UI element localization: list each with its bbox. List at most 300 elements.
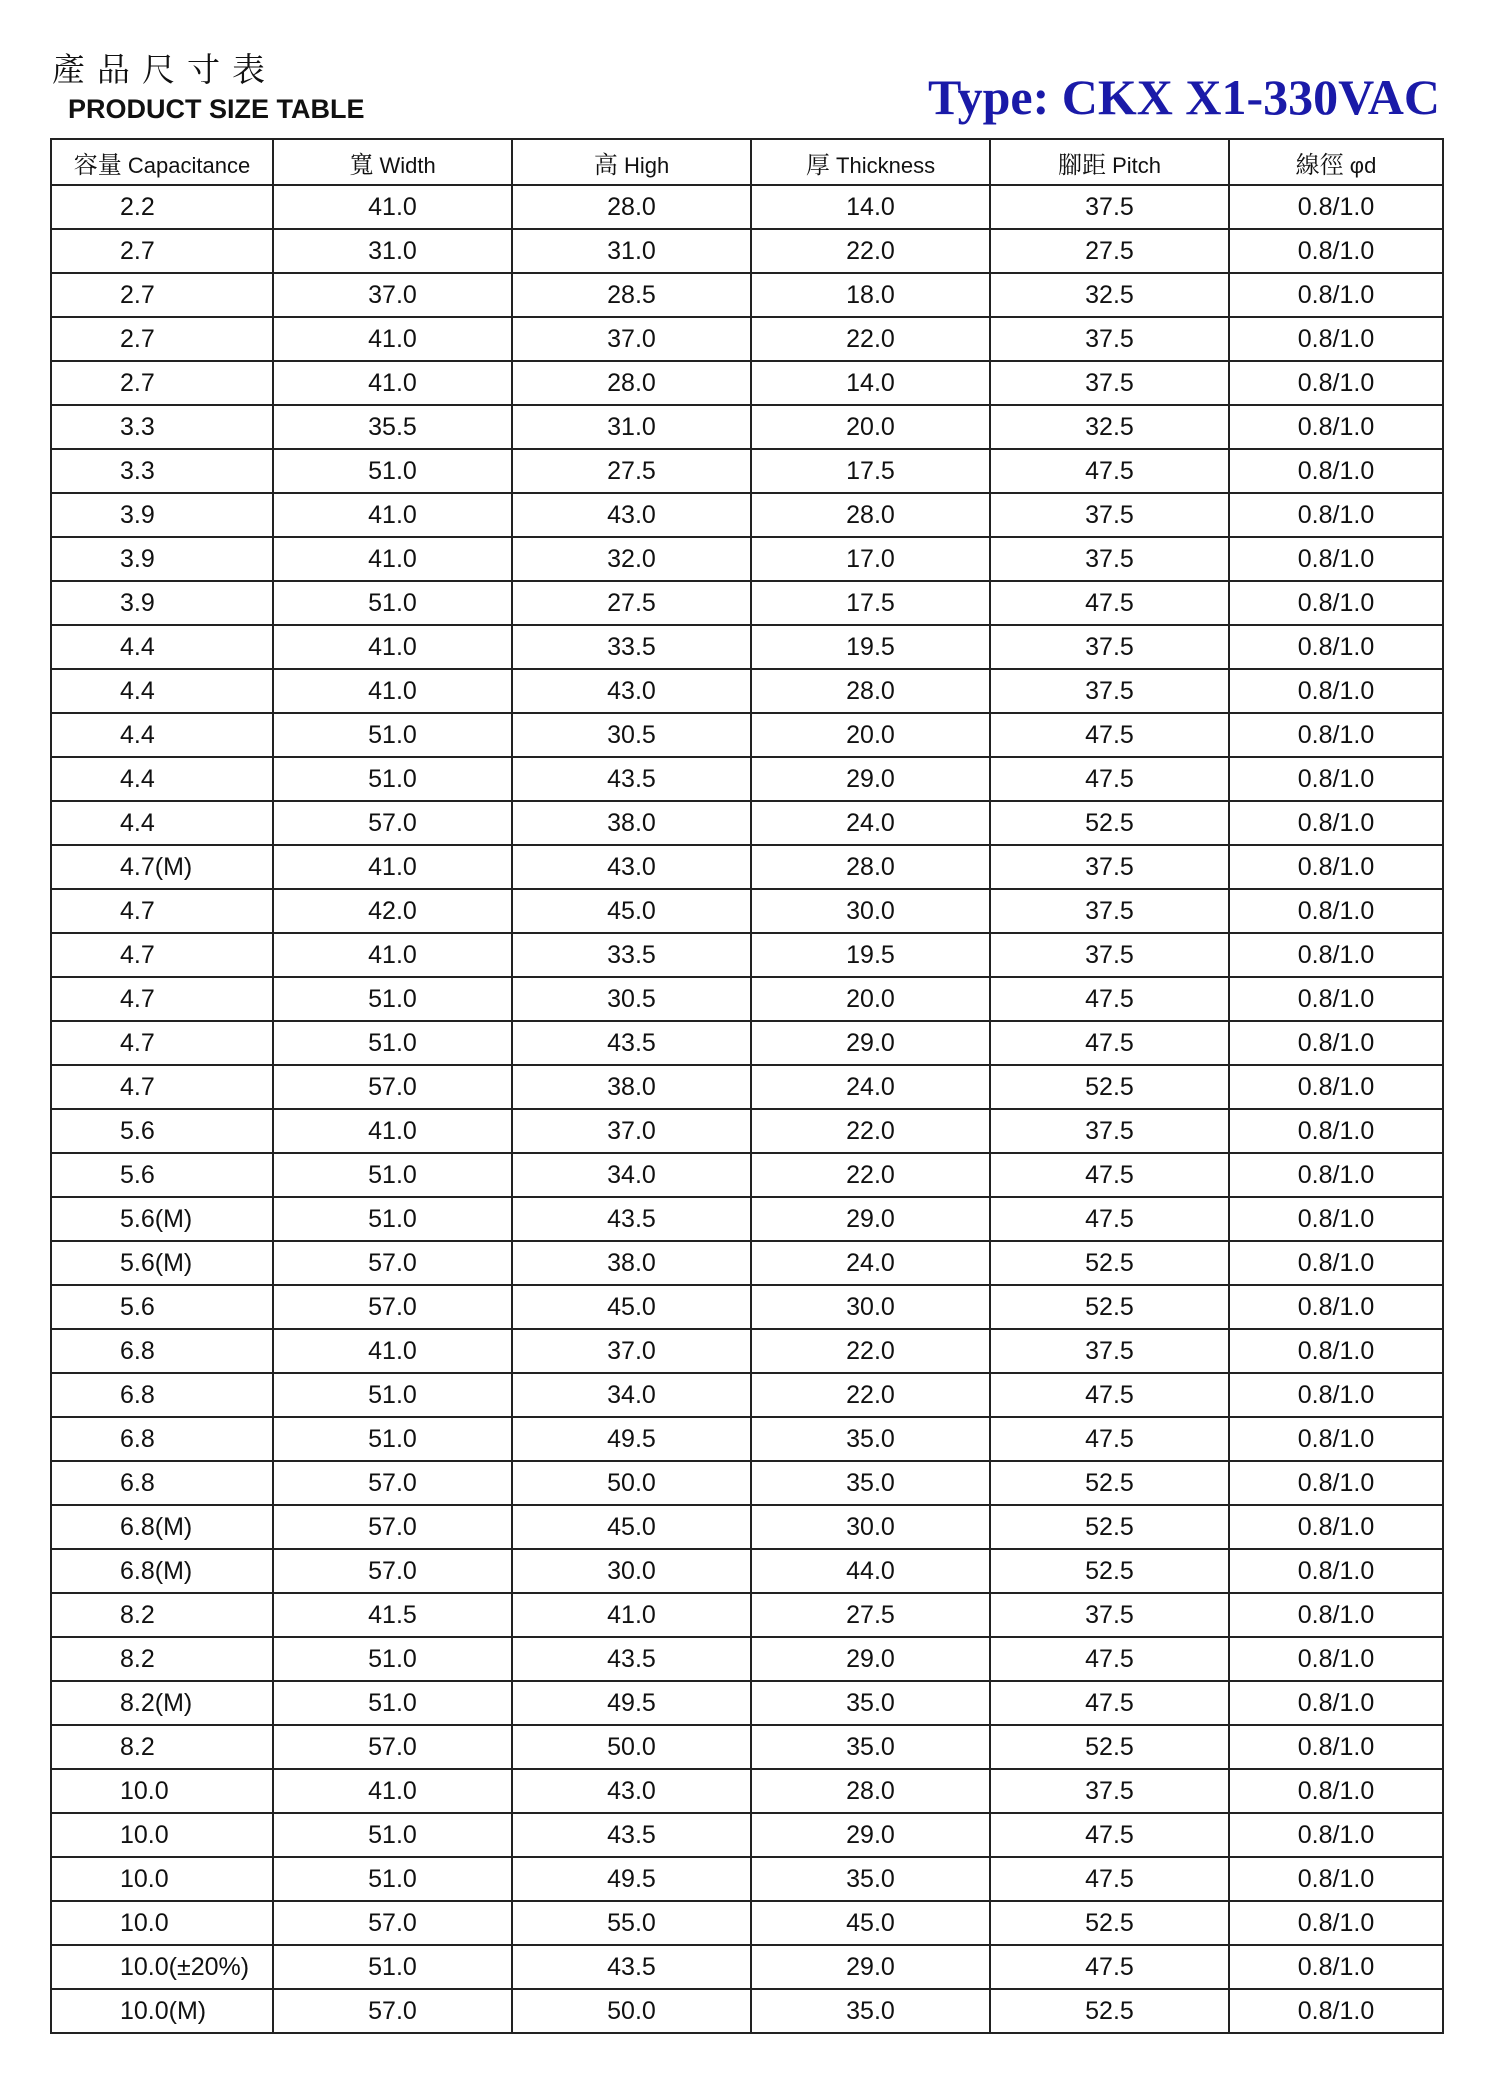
cell-pitch: 47.5	[990, 1857, 1229, 1901]
cell-wire-diameter: 0.8/1.0	[1229, 1593, 1443, 1637]
cell-pitch: 47.5	[990, 449, 1229, 493]
table-row	[51, 1593, 1443, 1637]
table-row	[51, 1109, 1443, 1153]
cell-capacitance: 3.9	[51, 581, 273, 625]
cell-pitch: 52.5	[990, 1065, 1229, 1109]
cell-pitch: 52.5	[990, 1241, 1229, 1285]
cell-capacitance: 10.0(±20%)	[51, 1945, 273, 1989]
cell-high: 43.5	[512, 1197, 751, 1241]
cell-pitch: 27.5	[990, 229, 1229, 273]
cell-pitch: 52.5	[990, 801, 1229, 845]
cell-width: 51.0	[273, 1813, 512, 1857]
table-row	[51, 1153, 1443, 1197]
cell-width: 41.0	[273, 669, 512, 713]
cell-high: 38.0	[512, 1065, 751, 1109]
cell-high: 43.0	[512, 1769, 751, 1813]
page-title-english: PRODUCT SIZE TABLE	[68, 94, 365, 124]
cell-thickness: 29.0	[751, 757, 990, 801]
table-row	[51, 1945, 1443, 1989]
table-row	[51, 273, 1443, 317]
cell-capacitance: 10.0	[51, 1857, 273, 1901]
cell-high: 43.5	[512, 1813, 751, 1857]
cell-capacitance: 8.2(M)	[51, 1681, 273, 1725]
cell-capacitance: 10.0(M)	[51, 1989, 273, 2033]
cell-capacitance: 4.7	[51, 1065, 273, 1109]
cell-width: 51.0	[273, 581, 512, 625]
cell-thickness: 28.0	[751, 1769, 990, 1813]
table-row	[51, 581, 1443, 625]
cell-pitch: 52.5	[990, 1989, 1229, 2033]
cell-high: 43.5	[512, 1021, 751, 1065]
cell-wire-diameter: 0.8/1.0	[1229, 1417, 1443, 1461]
cell-width: 41.0	[273, 185, 512, 229]
cell-pitch: 37.5	[990, 1769, 1229, 1813]
cell-width: 57.0	[273, 1241, 512, 1285]
cell-capacitance: 6.8(M)	[51, 1505, 273, 1549]
cell-high: 37.0	[512, 1329, 751, 1373]
cell-width: 51.0	[273, 757, 512, 801]
cell-wire-diameter: 0.8/1.0	[1229, 1813, 1443, 1857]
table-row	[51, 1461, 1443, 1505]
cell-capacitance: 2.7	[51, 229, 273, 273]
cell-high: 28.0	[512, 361, 751, 405]
cell-capacitance: 5.6	[51, 1153, 273, 1197]
column-header-capacitance: 容量 Capacitance	[51, 139, 273, 185]
cell-thickness: 17.5	[751, 581, 990, 625]
cell-width: 51.0	[273, 1373, 512, 1417]
cell-capacitance: 3.9	[51, 537, 273, 581]
cell-high: 43.0	[512, 845, 751, 889]
cell-pitch: 47.5	[990, 1021, 1229, 1065]
cell-capacitance: 4.7	[51, 977, 273, 1021]
cell-pitch: 47.5	[990, 1681, 1229, 1725]
product-type-label: Type: CKX X1-330VAC	[927, 69, 1440, 125]
table-row	[51, 713, 1443, 757]
cell-high: 37.0	[512, 317, 751, 361]
cell-width: 57.0	[273, 1989, 512, 2033]
cell-pitch: 37.5	[990, 493, 1229, 537]
table-header-row	[51, 139, 1443, 185]
table-row	[51, 1901, 1443, 1945]
cell-wire-diameter: 0.8/1.0	[1229, 1725, 1443, 1769]
cell-high: 33.5	[512, 625, 751, 669]
cell-capacitance: 2.7	[51, 273, 273, 317]
cell-width: 41.0	[273, 845, 512, 889]
table-row	[51, 1769, 1443, 1813]
cell-pitch: 52.5	[990, 1549, 1229, 1593]
column-header-pitch: 腳距 Pitch	[990, 139, 1229, 185]
cell-high: 49.5	[512, 1857, 751, 1901]
table-row	[51, 801, 1443, 845]
cell-thickness: 20.0	[751, 713, 990, 757]
cell-width: 57.0	[273, 801, 512, 845]
cell-high: 27.5	[512, 449, 751, 493]
cell-wire-diameter: 0.8/1.0	[1229, 1989, 1443, 2033]
cell-wire-diameter: 0.8/1.0	[1229, 845, 1443, 889]
cell-high: 30.5	[512, 713, 751, 757]
cell-capacitance: 4.7	[51, 933, 273, 977]
cell-width: 41.0	[273, 1769, 512, 1813]
table-row	[51, 229, 1443, 273]
cell-capacitance: 6.8(M)	[51, 1549, 273, 1593]
cell-width: 51.0	[273, 1637, 512, 1681]
cell-thickness: 29.0	[751, 1021, 990, 1065]
cell-pitch: 37.5	[990, 1593, 1229, 1637]
cell-pitch: 52.5	[990, 1285, 1229, 1329]
table-row	[51, 449, 1443, 493]
cell-pitch: 52.5	[990, 1725, 1229, 1769]
cell-pitch: 37.5	[990, 1329, 1229, 1373]
cell-capacitance: 8.2	[51, 1725, 273, 1769]
cell-wire-diameter: 0.8/1.0	[1229, 801, 1443, 845]
cell-width: 51.0	[273, 1153, 512, 1197]
cell-thickness: 20.0	[751, 405, 990, 449]
cell-width: 57.0	[273, 1549, 512, 1593]
table-row	[51, 361, 1443, 405]
cell-width: 41.0	[273, 493, 512, 537]
cell-width: 51.0	[273, 1021, 512, 1065]
cell-width: 41.0	[273, 1329, 512, 1373]
cell-high: 38.0	[512, 801, 751, 845]
cell-high: 31.0	[512, 405, 751, 449]
cell-thickness: 30.0	[751, 1285, 990, 1329]
cell-capacitance: 5.6	[51, 1109, 273, 1153]
cell-high: 32.0	[512, 537, 751, 581]
cell-thickness: 28.0	[751, 845, 990, 889]
cell-high: 50.0	[512, 1989, 751, 2033]
column-header-wire-diameter: 線徑 φd	[1229, 139, 1443, 185]
cell-high: 37.0	[512, 1109, 751, 1153]
cell-wire-diameter: 0.8/1.0	[1229, 1065, 1443, 1109]
cell-high: 45.0	[512, 1505, 751, 1549]
cell-capacitance: 6.8	[51, 1373, 273, 1417]
cell-pitch: 47.5	[990, 1153, 1229, 1197]
cell-high: 43.0	[512, 669, 751, 713]
cell-pitch: 37.5	[990, 625, 1229, 669]
cell-width: 57.0	[273, 1901, 512, 1945]
cell-thickness: 22.0	[751, 1329, 990, 1373]
product-size-table	[50, 138, 1444, 2034]
table-row	[51, 757, 1443, 801]
cell-pitch: 37.5	[990, 845, 1229, 889]
cell-capacitance: 4.7	[51, 889, 273, 933]
cell-width: 57.0	[273, 1725, 512, 1769]
cell-wire-diameter: 0.8/1.0	[1229, 317, 1443, 361]
cell-width: 51.0	[273, 1945, 512, 1989]
cell-high: 34.0	[512, 1153, 751, 1197]
table-row	[51, 933, 1443, 977]
cell-width: 57.0	[273, 1065, 512, 1109]
cell-width: 51.0	[273, 1857, 512, 1901]
cell-wire-diameter: 0.8/1.0	[1229, 537, 1443, 581]
cell-thickness: 22.0	[751, 229, 990, 273]
table-row	[51, 1329, 1443, 1373]
cell-width: 51.0	[273, 1197, 512, 1241]
table-row	[51, 845, 1443, 889]
cell-thickness: 29.0	[751, 1637, 990, 1681]
cell-capacitance: 6.8	[51, 1417, 273, 1461]
table-row	[51, 493, 1443, 537]
cell-wire-diameter: 0.8/1.0	[1229, 933, 1443, 977]
cell-thickness: 35.0	[751, 1681, 990, 1725]
cell-wire-diameter: 0.8/1.0	[1229, 1285, 1443, 1329]
cell-width: 41.0	[273, 933, 512, 977]
cell-thickness: 29.0	[751, 1945, 990, 1989]
cell-width: 51.0	[273, 713, 512, 757]
cell-capacitance: 3.3	[51, 449, 273, 493]
cell-high: 55.0	[512, 1901, 751, 1945]
cell-thickness: 27.5	[751, 1593, 990, 1637]
cell-thickness: 35.0	[751, 1461, 990, 1505]
cell-wire-diameter: 0.8/1.0	[1229, 1021, 1443, 1065]
cell-wire-diameter: 0.8/1.0	[1229, 1461, 1443, 1505]
cell-width: 57.0	[273, 1285, 512, 1329]
cell-capacitance: 6.8	[51, 1461, 273, 1505]
table-row	[51, 1373, 1443, 1417]
table-row	[51, 1417, 1443, 1461]
cell-high: 50.0	[512, 1725, 751, 1769]
table-row	[51, 1505, 1443, 1549]
cell-thickness: 19.5	[751, 933, 990, 977]
cell-capacitance: 10.0	[51, 1813, 273, 1857]
cell-capacitance: 4.4	[51, 757, 273, 801]
cell-wire-diameter: 0.8/1.0	[1229, 1901, 1443, 1945]
cell-wire-diameter: 0.8/1.0	[1229, 1681, 1443, 1725]
cell-pitch: 32.5	[990, 273, 1229, 317]
cell-width: 41.5	[273, 1593, 512, 1637]
cell-high: 31.0	[512, 229, 751, 273]
table-row	[51, 1241, 1443, 1285]
cell-thickness: 14.0	[751, 361, 990, 405]
cell-wire-diameter: 0.8/1.0	[1229, 1109, 1443, 1153]
cell-width: 57.0	[273, 1461, 512, 1505]
cell-width: 51.0	[273, 1681, 512, 1725]
column-header-width: 寬 Width	[273, 139, 512, 185]
cell-thickness: 44.0	[751, 1549, 990, 1593]
cell-pitch: 37.5	[990, 537, 1229, 581]
table-row	[51, 1065, 1443, 1109]
cell-pitch: 47.5	[990, 757, 1229, 801]
cell-pitch: 47.5	[990, 713, 1229, 757]
cell-pitch: 47.5	[990, 1417, 1229, 1461]
cell-pitch: 47.5	[990, 1373, 1229, 1417]
cell-wire-diameter: 0.8/1.0	[1229, 889, 1443, 933]
table-row	[51, 889, 1443, 933]
table-row	[51, 1857, 1443, 1901]
cell-thickness: 28.0	[751, 669, 990, 713]
cell-thickness: 22.0	[751, 317, 990, 361]
cell-high: 49.5	[512, 1681, 751, 1725]
table-row	[51, 977, 1443, 1021]
cell-thickness: 29.0	[751, 1197, 990, 1241]
cell-high: 45.0	[512, 889, 751, 933]
cell-pitch: 47.5	[990, 1813, 1229, 1857]
cell-width: 41.0	[273, 317, 512, 361]
cell-width: 37.0	[273, 273, 512, 317]
cell-high: 43.0	[512, 493, 751, 537]
cell-pitch: 47.5	[990, 1197, 1229, 1241]
cell-high: 34.0	[512, 1373, 751, 1417]
table-row	[51, 317, 1443, 361]
table-row	[51, 1725, 1443, 1769]
cell-width: 42.0	[273, 889, 512, 933]
cell-width: 51.0	[273, 977, 512, 1021]
cell-capacitance: 4.7(M)	[51, 845, 273, 889]
cell-thickness: 35.0	[751, 1857, 990, 1901]
table-row	[51, 1021, 1443, 1065]
cell-wire-diameter: 0.8/1.0	[1229, 273, 1443, 317]
cell-wire-diameter: 0.8/1.0	[1229, 1241, 1443, 1285]
cell-thickness: 24.0	[751, 801, 990, 845]
cell-thickness: 45.0	[751, 1901, 990, 1945]
cell-wire-diameter: 0.8/1.0	[1229, 713, 1443, 757]
table-row	[51, 1681, 1443, 1725]
cell-wire-diameter: 0.8/1.0	[1229, 669, 1443, 713]
cell-pitch: 52.5	[990, 1505, 1229, 1549]
column-header-thickness: 厚 Thickness	[751, 139, 990, 185]
cell-high: 43.5	[512, 1637, 751, 1681]
cell-high: 28.5	[512, 273, 751, 317]
cell-high: 30.0	[512, 1549, 751, 1593]
cell-high: 30.5	[512, 977, 751, 1021]
cell-capacitance: 10.0	[51, 1769, 273, 1813]
cell-width: 35.5	[273, 405, 512, 449]
cell-high: 50.0	[512, 1461, 751, 1505]
cell-capacitance: 8.2	[51, 1593, 273, 1637]
cell-width: 51.0	[273, 449, 512, 493]
cell-capacitance: 4.7	[51, 1021, 273, 1065]
cell-pitch: 47.5	[990, 581, 1229, 625]
cell-wire-diameter: 0.8/1.0	[1229, 1945, 1443, 1989]
table-row	[51, 1989, 1443, 2033]
table-row	[51, 537, 1443, 581]
cell-pitch: 37.5	[990, 933, 1229, 977]
cell-capacitance: 5.6(M)	[51, 1197, 273, 1241]
table-row	[51, 405, 1443, 449]
cell-high: 43.5	[512, 757, 751, 801]
table-row	[51, 1813, 1443, 1857]
cell-thickness: 22.0	[751, 1373, 990, 1417]
cell-wire-diameter: 0.8/1.0	[1229, 1373, 1443, 1417]
cell-width: 31.0	[273, 229, 512, 273]
table-row	[51, 1637, 1443, 1681]
cell-pitch: 37.5	[990, 361, 1229, 405]
cell-capacitance: 4.4	[51, 801, 273, 845]
cell-thickness: 28.0	[751, 493, 990, 537]
table-row	[51, 185, 1443, 229]
table-row	[51, 1285, 1443, 1329]
cell-capacitance: 3.9	[51, 493, 273, 537]
cell-thickness: 30.0	[751, 1505, 990, 1549]
cell-wire-diameter: 0.8/1.0	[1229, 1857, 1443, 1901]
cell-pitch: 37.5	[990, 889, 1229, 933]
cell-width: 57.0	[273, 1505, 512, 1549]
cell-thickness: 18.0	[751, 273, 990, 317]
cell-thickness: 17.0	[751, 537, 990, 581]
cell-high: 27.5	[512, 581, 751, 625]
cell-wire-diameter: 0.8/1.0	[1229, 1637, 1443, 1681]
table-row	[51, 625, 1443, 669]
cell-wire-diameter: 0.8/1.0	[1229, 757, 1443, 801]
cell-high: 45.0	[512, 1285, 751, 1329]
cell-high: 41.0	[512, 1593, 751, 1637]
cell-capacitance: 2.7	[51, 317, 273, 361]
cell-pitch: 47.5	[990, 1637, 1229, 1681]
cell-width: 41.0	[273, 625, 512, 669]
cell-width: 41.0	[273, 361, 512, 405]
cell-thickness: 14.0	[751, 185, 990, 229]
cell-thickness: 22.0	[751, 1153, 990, 1197]
table-row	[51, 1549, 1443, 1593]
table-row	[51, 1197, 1443, 1241]
cell-wire-diameter: 0.8/1.0	[1229, 1549, 1443, 1593]
cell-thickness: 35.0	[751, 1989, 990, 2033]
table-body	[51, 185, 1443, 2033]
cell-high: 38.0	[512, 1241, 751, 1285]
cell-capacitance: 8.2	[51, 1637, 273, 1681]
cell-wire-diameter: 0.8/1.0	[1229, 1505, 1443, 1549]
cell-pitch: 32.5	[990, 405, 1229, 449]
cell-pitch: 52.5	[990, 1461, 1229, 1505]
cell-high: 49.5	[512, 1417, 751, 1461]
table-row	[51, 669, 1443, 713]
cell-thickness: 20.0	[751, 977, 990, 1021]
cell-pitch: 47.5	[990, 977, 1229, 1021]
cell-pitch: 47.5	[990, 1945, 1229, 1989]
cell-wire-diameter: 0.8/1.0	[1229, 1769, 1443, 1813]
cell-thickness: 22.0	[751, 1109, 990, 1153]
cell-wire-diameter: 0.8/1.0	[1229, 185, 1443, 229]
cell-wire-diameter: 0.8/1.0	[1229, 361, 1443, 405]
cell-thickness: 24.0	[751, 1065, 990, 1109]
cell-wire-diameter: 0.8/1.0	[1229, 405, 1443, 449]
column-header-high: 高 High	[512, 139, 751, 185]
cell-wire-diameter: 0.8/1.0	[1229, 581, 1443, 625]
cell-wire-diameter: 0.8/1.0	[1229, 1153, 1443, 1197]
cell-high: 33.5	[512, 933, 751, 977]
cell-capacitance: 10.0	[51, 1901, 273, 1945]
cell-wire-diameter: 0.8/1.0	[1229, 625, 1443, 669]
cell-capacitance: 6.8	[51, 1329, 273, 1373]
cell-capacitance: 3.3	[51, 405, 273, 449]
cell-wire-diameter: 0.8/1.0	[1229, 1197, 1443, 1241]
cell-wire-diameter: 0.8/1.0	[1229, 1329, 1443, 1373]
cell-capacitance: 5.6	[51, 1285, 273, 1329]
cell-wire-diameter: 0.8/1.0	[1229, 493, 1443, 537]
cell-pitch: 37.5	[990, 317, 1229, 361]
cell-high: 43.5	[512, 1945, 751, 1989]
cell-thickness: 17.5	[751, 449, 990, 493]
page-title-chinese: 產品尺寸表	[52, 50, 277, 89]
cell-wire-diameter: 0.8/1.0	[1229, 977, 1443, 1021]
cell-capacitance: 2.7	[51, 361, 273, 405]
cell-thickness: 35.0	[751, 1417, 990, 1461]
cell-wire-diameter: 0.8/1.0	[1229, 229, 1443, 273]
cell-capacitance: 5.6(M)	[51, 1241, 273, 1285]
cell-thickness: 24.0	[751, 1241, 990, 1285]
cell-wire-diameter: 0.8/1.0	[1229, 449, 1443, 493]
cell-thickness: 30.0	[751, 889, 990, 933]
cell-capacitance: 4.4	[51, 713, 273, 757]
cell-capacitance: 4.4	[51, 625, 273, 669]
cell-thickness: 35.0	[751, 1725, 990, 1769]
cell-thickness: 29.0	[751, 1813, 990, 1857]
cell-capacitance: 4.4	[51, 669, 273, 713]
cell-pitch: 37.5	[990, 669, 1229, 713]
cell-thickness: 19.5	[751, 625, 990, 669]
cell-width: 51.0	[273, 1417, 512, 1461]
cell-capacitance: 2.2	[51, 185, 273, 229]
